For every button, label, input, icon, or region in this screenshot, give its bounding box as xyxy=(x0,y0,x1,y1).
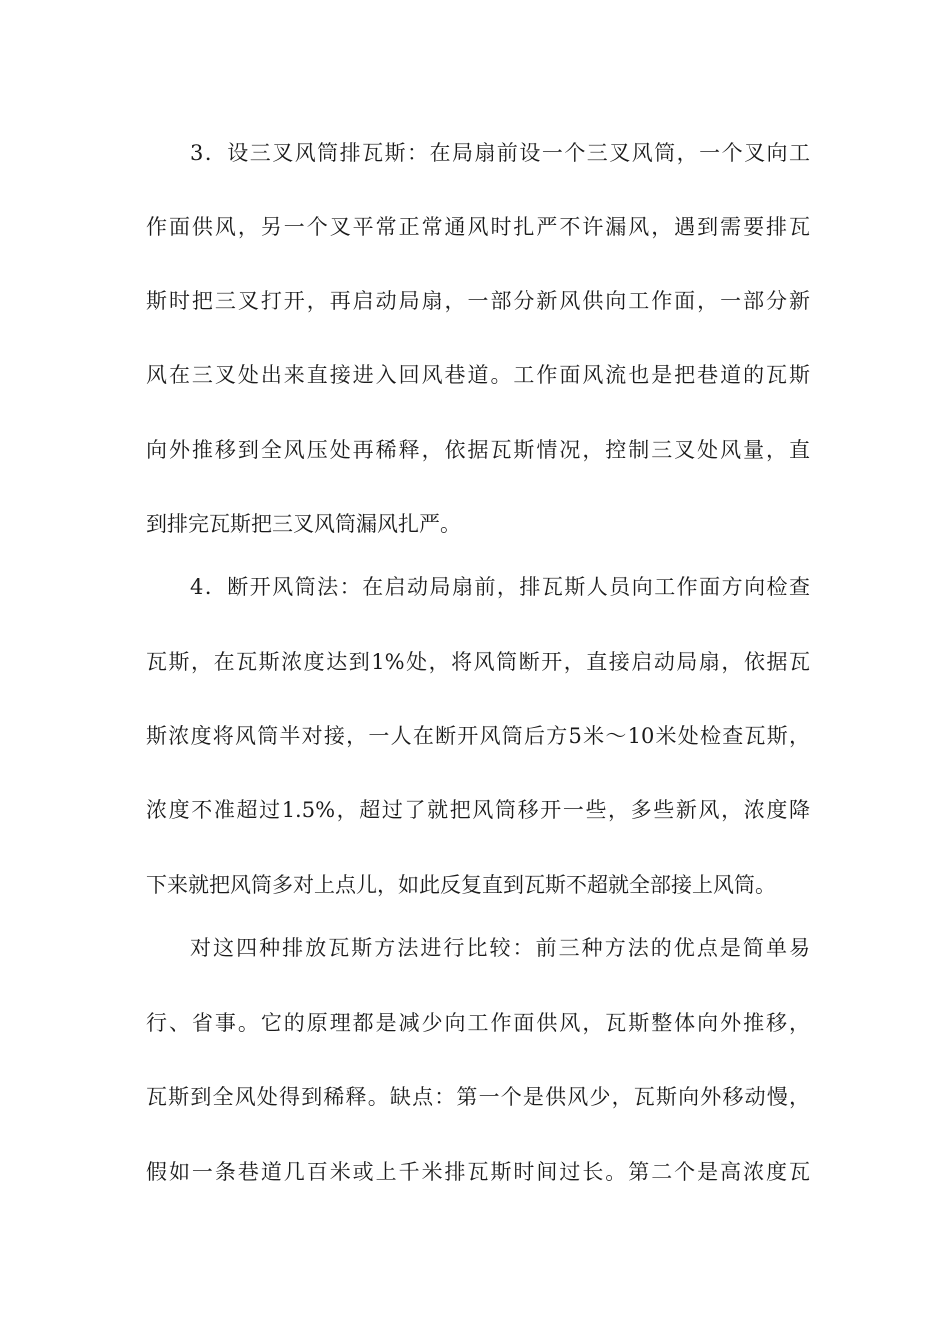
text-line: 斯时把三叉打开，再启动局扇，一部分新风供向工作面，一部分新 xyxy=(146,289,810,313)
text-line: 向外推移到全风压处再稀释，依据瓦斯情况，控制三叉处风量，直 xyxy=(146,438,810,462)
text-line: 4．断开风筒法：在启动局扇前，排瓦斯人员向工作面方向检查 xyxy=(190,575,810,599)
text-line: 风在三叉处出来直接进入回风巷道。工作面风流也是把巷道的瓦斯 xyxy=(146,363,810,387)
text-line: 假如一条巷道几百米或上千米排瓦斯时间过长。第二个是高浓度瓦 xyxy=(146,1160,810,1184)
text-line: 作面供风，另一个叉平常正常通风时扎严不许漏风，遇到需要排瓦 xyxy=(146,215,810,239)
text-line: 瓦斯，在瓦斯浓度达到1%处，将风筒断开，直接启动局扇，依据瓦 xyxy=(146,650,810,674)
text-line: 斯浓度将风筒半对接，一人在断开风筒后方5米～10米处检查瓦斯， xyxy=(146,724,810,748)
text-line: 对这四种排放瓦斯方法进行比较：前三种方法的优点是简单易 xyxy=(190,936,810,960)
text-line: 行、省事。它的原理都是减少向工作面供风，瓦斯整体向外推移， xyxy=(146,1011,810,1035)
text-line: 瓦斯到全风处得到稀释。缺点：第一个是供风少，瓦斯向外移动慢， xyxy=(146,1085,810,1109)
text-line: 3．设三叉风筒排瓦斯：在局扇前设一个三叉风筒，一个叉向工 xyxy=(190,141,810,165)
text-line: 到排完瓦斯把三叉风筒漏风扎严。 xyxy=(146,512,461,536)
text-line: 浓度不准超过1.5%，超过了就把风筒移开一些，多些新风，浓度降 xyxy=(146,798,810,822)
text-line: 下来就把风筒多对上点儿，如此反复直到瓦斯不超就全部接上风筒。 xyxy=(146,873,776,897)
